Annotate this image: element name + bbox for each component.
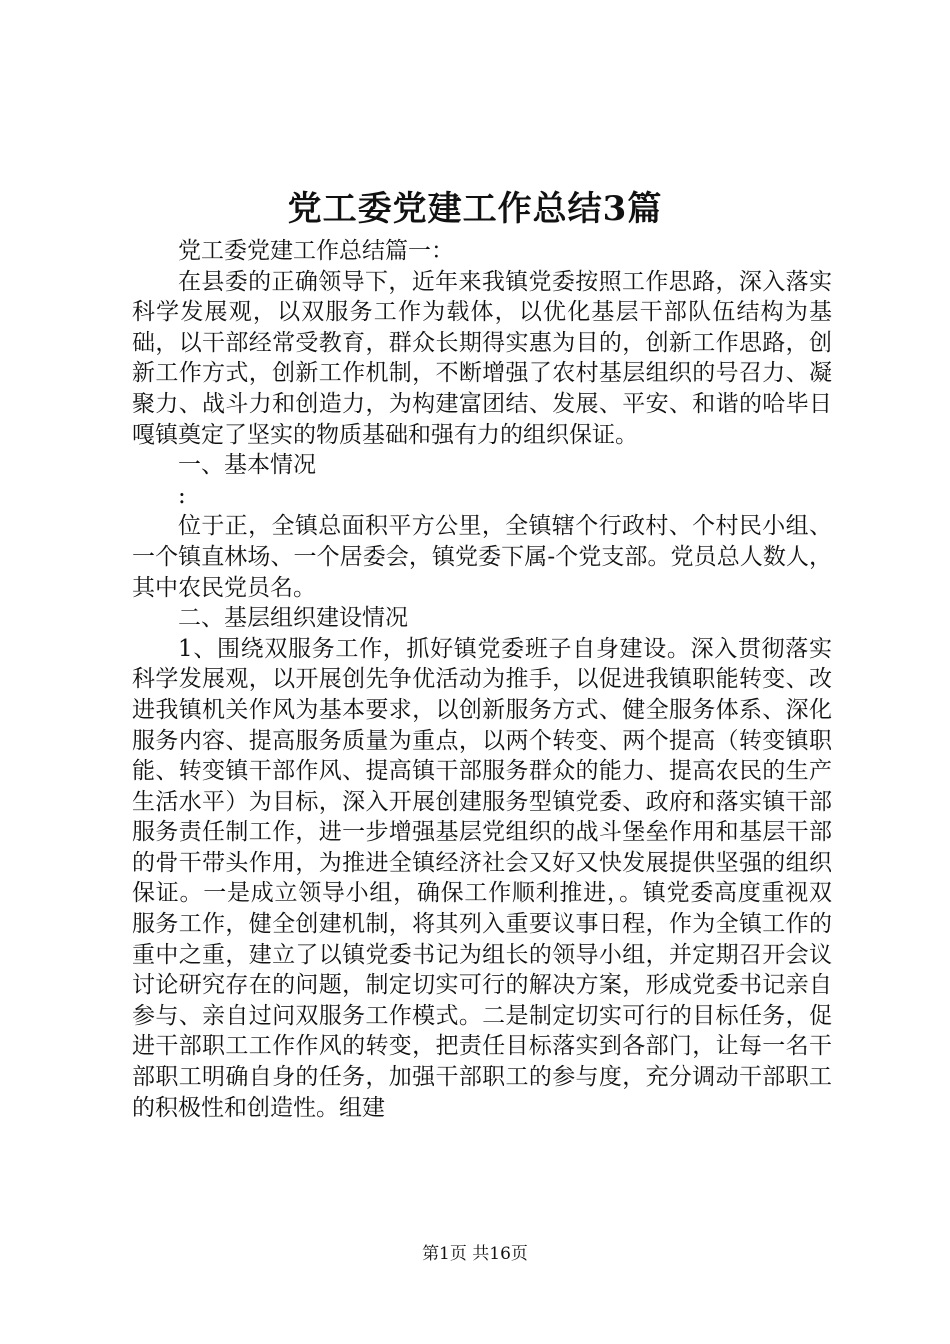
document-body bbox=[132, 236, 832, 1123]
section-heading-part-one: 党工委党建工作总结篇一： bbox=[178, 238, 454, 264]
section-heading-grassroots: 二、基层组织建设情况 bbox=[178, 605, 408, 632]
section-heading-basic-situation: 一、基本情况 bbox=[178, 452, 316, 479]
page-number: 第1页 共16页 bbox=[422, 1244, 528, 1264]
intro-paragraph: 在县委的正确领导下，近年来我镇党委按照工作思路，深入落实科学发展观，以双服务工作为载体，以优化基层干部队伍结构为基础，以干部经常受教育，群众长期得实惠为目的，创新工作思路，创新工作方式，创新工作机制，不断增强了农村基层组织的号召力、凝聚力、战斗力和创造力，为构建富团结、发展、平安、和谐的哈毕日嘎镇奠定了坚实的物质基础和强有力的组织保证。 bbox=[132, 268, 832, 448]
colon-line: : bbox=[178, 482, 186, 509]
document-title: 党工委党建工作总结3篇 bbox=[287, 189, 663, 229]
grassroots-paragraph: 1、围绕双服务工作，抓好镇党委班子自身建设。深入贯彻落实科学发展观，以开展创先争优活动为推手，以促进我镇职能转变、改进我镇机关作风为基本要求，以创新服务方式、健全服务体系、深化服务内容、提高服务质量为重点，以两个转变、两个提高（转变镇职能、转变镇干部作风、提高镇干部服务群众的能力、提高农民的生产生活水平）为目标，深入开展创建服务型镇党委、政府和落实镇干部服务责任制工作，进一步增强基层党组织的战斗堡垒作用和基层干部的骨干带头作用，为推进全镇经济社会又好又快发展提供坚强的组织保证。一是成立领导小组，确保工作顺利推进，。镇党委高度重视双服务工作，健全创建机制，将其列入重要议事日程，作为全镇工作的重中之重，建立了以镇党委书记为组长的领导小组，并定期召开会议讨论研究存在的问题，制定切实可行的解决方案，形成党委书记亲自参与、亲自过问双服务工作模式。二是制定切实可行的目标任务，促进干部职工工作作风的转变，把责任目标落实到各部门，让每一名干部职工明确自身的任务，加强干部职工的参与度，充分调动干部职工的积极性和创造性。组建 bbox=[132, 635, 832, 1121]
basic-situation-paragraph: 位于正，全镇总面积平方公里，全镇辖个行政村、个村民小组、一个镇直林场、一个居委会，镇党委下属-个党支部。党员总人数人，其中农民党员名。 bbox=[132, 513, 832, 601]
